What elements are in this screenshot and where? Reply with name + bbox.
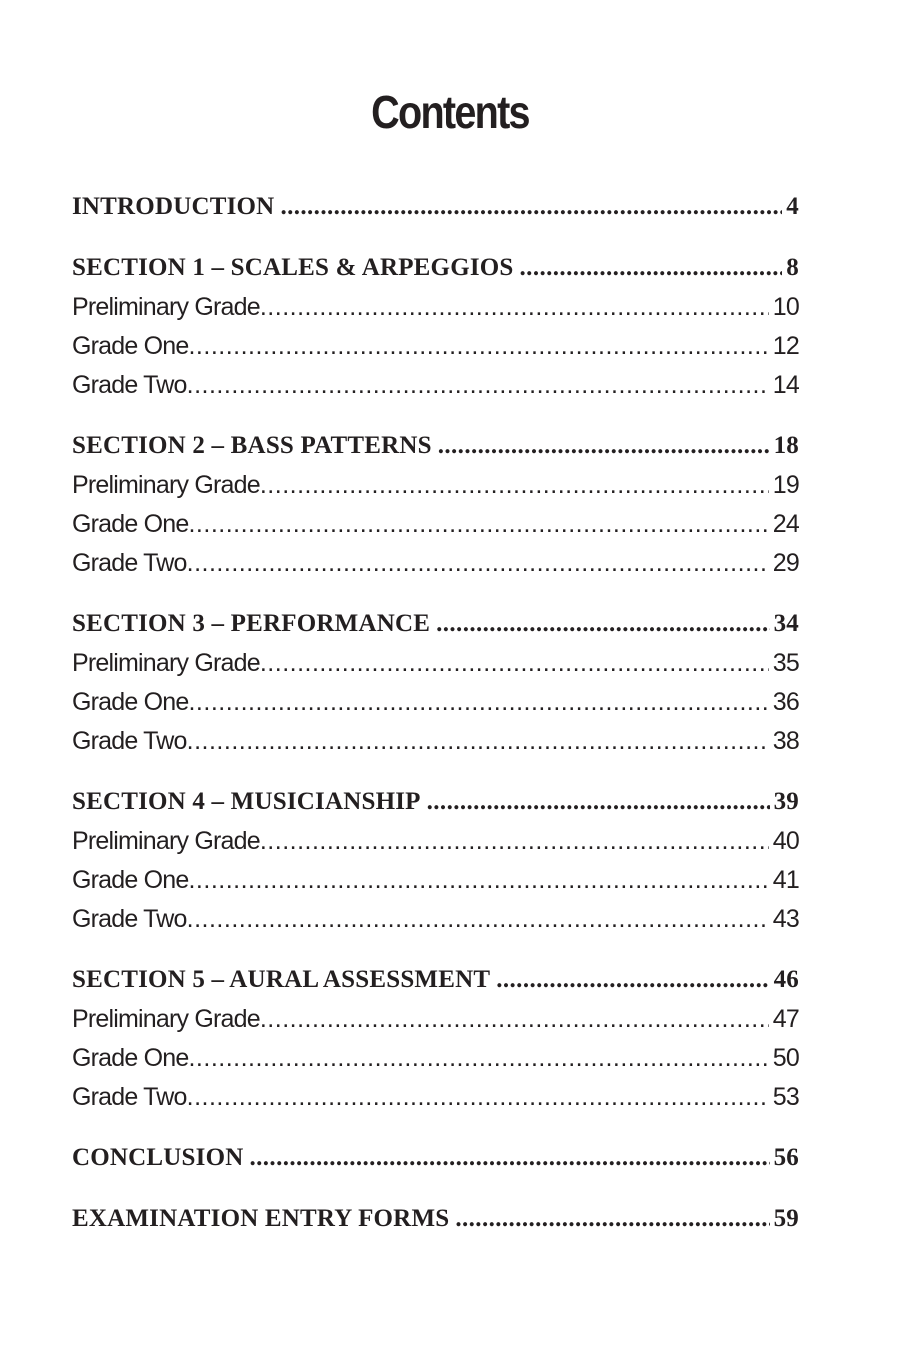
dot-leader	[260, 466, 769, 505]
toc-item-label: Grade Two	[72, 371, 187, 399]
toc-page-number: 12	[772, 332, 799, 360]
toc-page-number: 34	[773, 610, 799, 637]
toc-heading-section-1[interactable]	[72, 247, 799, 288]
toc-item-label: Preliminary Grade	[72, 649, 260, 677]
toc-page-number: 35	[772, 649, 799, 677]
toc-page-number: 46	[773, 966, 799, 993]
toc-page-number: 43	[772, 905, 799, 933]
dot-leader	[438, 425, 770, 466]
toc-item[interactable]	[72, 1039, 799, 1078]
dot-leader	[188, 327, 768, 366]
toc-page-number: 24	[772, 510, 799, 538]
toc-item[interactable]	[72, 683, 799, 722]
toc-item-label: Preliminary Grade	[72, 827, 260, 855]
dot-leader	[260, 822, 769, 861]
toc-page-number: 38	[772, 727, 799, 755]
toc-group-entry-forms	[72, 1198, 799, 1239]
dot-leader	[187, 366, 769, 405]
toc-heading-label: EXAMINATION ENTRY FORMS	[72, 1205, 450, 1232]
dot-leader	[187, 544, 769, 583]
toc-heading-section-4[interactable]	[72, 781, 799, 822]
toc-item-label: Preliminary Grade	[72, 1005, 260, 1033]
toc-page-number: 56	[773, 1144, 799, 1171]
toc-heading-label: CONCLUSION	[72, 1144, 244, 1171]
toc-page-number: 47	[772, 1005, 799, 1033]
dot-leader	[520, 247, 783, 288]
toc-item-label: Grade Two	[72, 549, 187, 577]
dot-leader	[187, 900, 769, 939]
toc-item-label: Grade One	[72, 1044, 189, 1072]
toc-item-label: Grade Two	[72, 1083, 187, 1111]
toc-heading-label: SECTION 1 – SCALES & ARPEGGIOS	[72, 254, 514, 281]
page-title: Contents	[371, 86, 529, 138]
toc-group-section-1	[72, 247, 799, 405]
toc-item-label: Grade One	[72, 332, 189, 360]
toc-item-label: Grade Two	[72, 905, 187, 933]
dot-leader	[188, 861, 768, 900]
dot-leader	[455, 1198, 769, 1239]
dot-leader	[188, 1039, 768, 1078]
toc-item[interactable]	[72, 722, 799, 761]
toc-page-number: 53	[772, 1083, 799, 1111]
toc-page-number: 29	[772, 549, 799, 577]
toc-item[interactable]	[72, 288, 799, 327]
dot-leader	[436, 603, 770, 644]
toc-page-number: 39	[773, 788, 799, 815]
toc-group-section-5	[72, 959, 799, 1117]
toc-page-number: 10	[772, 293, 799, 321]
toc-heading-section-3[interactable]	[72, 603, 799, 644]
dot-leader	[188, 505, 768, 544]
toc-heading-label: SECTION 4 – MUSICIANSHIP	[72, 788, 421, 815]
dot-leader	[260, 644, 769, 683]
dot-leader	[187, 1078, 769, 1117]
toc-page-number: 8	[786, 254, 799, 281]
toc-item-label: Grade One	[72, 510, 189, 538]
dot-leader	[187, 722, 769, 761]
dot-leader	[260, 1000, 769, 1039]
dot-leader	[188, 683, 768, 722]
toc-item-label: Preliminary Grade	[72, 293, 260, 321]
toc-item[interactable]	[72, 1078, 799, 1117]
toc-item-label: Grade Two	[72, 727, 187, 755]
toc-page-number: 40	[772, 827, 799, 855]
toc-group-section-2	[72, 425, 799, 583]
toc-page-number: 14	[772, 371, 799, 399]
dot-leader	[249, 1137, 769, 1178]
toc-item[interactable]	[72, 1000, 799, 1039]
toc-page-number: 41	[772, 866, 799, 894]
dot-leader	[496, 959, 769, 1000]
dot-leader	[427, 781, 770, 822]
toc-heading-conclusion[interactable]	[72, 1137, 799, 1178]
toc-item[interactable]	[72, 505, 799, 544]
toc-item[interactable]	[72, 861, 799, 900]
toc-heading-label: SECTION 5 – AURAL ASSESSMENT	[72, 966, 491, 993]
toc-group-conclusion	[72, 1137, 799, 1178]
toc-item[interactable]	[72, 900, 799, 939]
toc-item-label: Grade One	[72, 688, 189, 716]
toc-item[interactable]	[72, 544, 799, 583]
toc-page-number: 36	[772, 688, 799, 716]
table-of-contents	[72, 186, 799, 1259]
toc-page-number: 18	[773, 432, 799, 459]
toc-item[interactable]	[72, 466, 799, 505]
toc-group-section-3	[72, 603, 799, 761]
toc-item[interactable]	[72, 366, 799, 405]
toc-heading-section-2[interactable]	[72, 425, 799, 466]
toc-item[interactable]	[72, 327, 799, 366]
toc-heading-label: INTRODUCTION	[72, 193, 275, 220]
toc-item[interactable]	[72, 822, 799, 861]
toc-page-number: 4	[786, 193, 799, 220]
dot-leader	[260, 288, 769, 327]
toc-group-introduction	[72, 186, 799, 227]
toc-heading-introduction[interactable]	[72, 186, 799, 227]
toc-item[interactable]	[72, 644, 799, 683]
toc-heading-section-5[interactable]	[72, 959, 799, 1000]
toc-page-number: 50	[772, 1044, 799, 1072]
toc-page-number: 59	[773, 1205, 799, 1232]
toc-heading-entry-forms[interactable]	[72, 1198, 799, 1239]
dot-leader	[280, 186, 782, 227]
toc-group-section-4	[72, 781, 799, 939]
toc-page-number: 19	[772, 471, 799, 499]
toc-heading-label: SECTION 2 – BASS PATTERNS	[72, 432, 432, 459]
toc-item-label: Preliminary Grade	[72, 471, 260, 499]
toc-item-label: Grade One	[72, 866, 189, 894]
toc-heading-label: SECTION 3 – PERFORMANCE	[72, 610, 431, 637]
